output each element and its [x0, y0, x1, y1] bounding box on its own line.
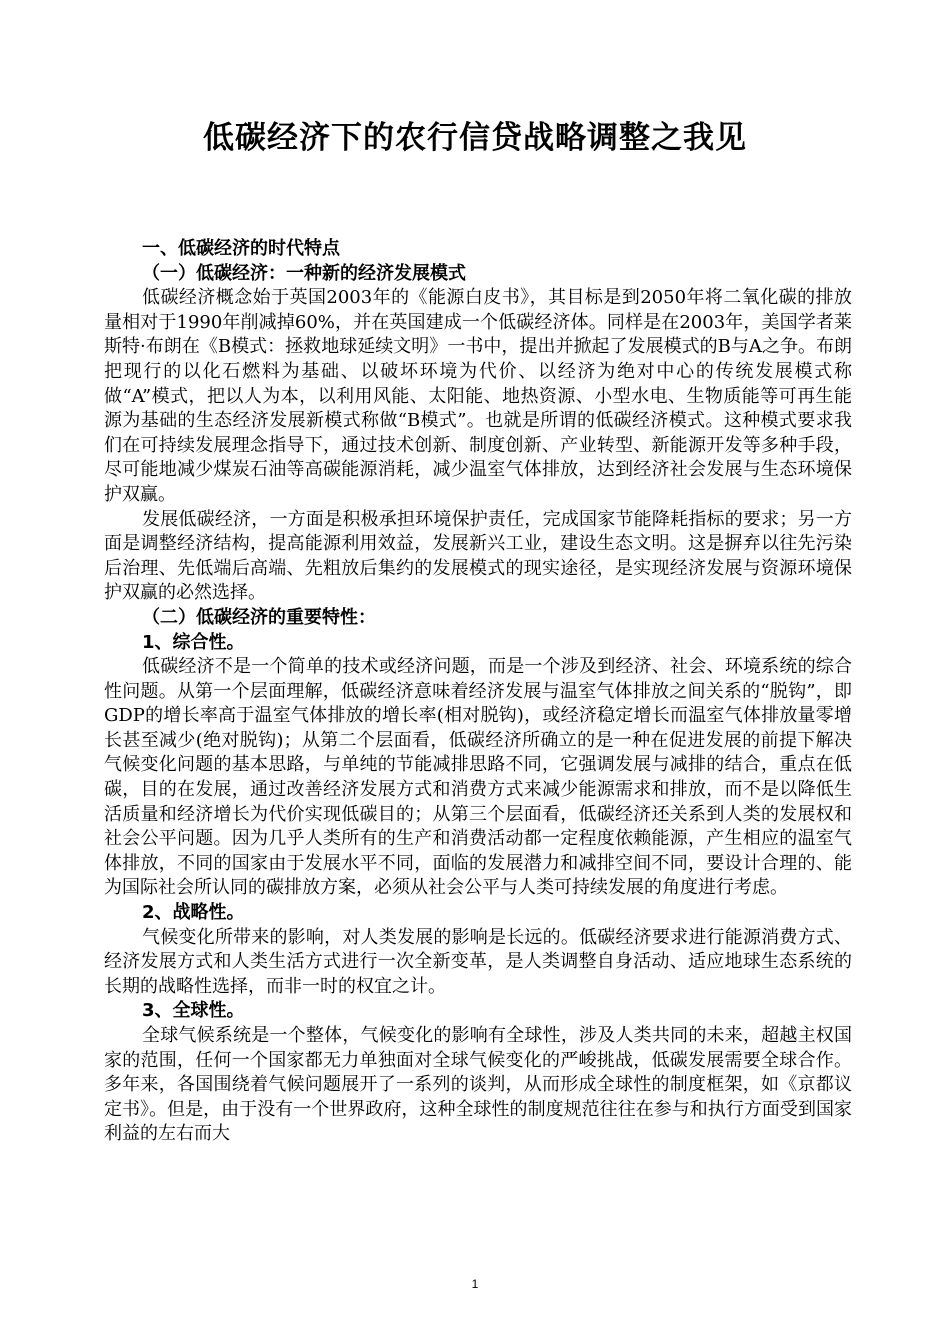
- document-title: 低碳经济下的农行信贷战略调整之我见: [203, 120, 747, 156]
- item-heading: 1、综合性。: [142, 631, 245, 653]
- item-heading: 2、战略性。: [142, 902, 245, 924]
- paragraph: 低碳经济不是一个简单的技术或经济问题，而是一个涉及到经济、社会、环境系统的综合性问题。从第一个层面理解，低碳经济意味着经济发展与温室气体排放之间关系的“脱钩”，即GDP的增长率高于温室气体排放的增长率(相对脱钩)，或经济稳定增长而温室气体排放量零增长甚至减少(绝对脱钩)；从第二个层面看，低碳经济所确立的是一种在促进发展的前提下解决气候变化问题的基本思路，与单纯的节能减排思路不同，它强调发展与减排的结合，重点在低碳，目的在发展，通过改善经济发展方式和消费方式来减少能源需求和排放，而不是以降低生活质量和经济增长为代价实现低碳目的；从第三个层面看，低碳经济还关系到人类的发展权和社会公平问题。因为几乎人类所有的生产和消费活动都一定程度依赖能源，产生相应的温室气体排放，不同的国家由于发展水平不同，面临的发展潜力和减排空间不同，要设计合理的、能为国际社会所认同的碳排放方案，必须从社会公平与人类可持续发展的角度进行考虑。: [104, 656, 852, 899]
- document-body: [104, 237, 852, 1147]
- paragraph: 发展低碳经济，一方面是积极承担环境保护责任，完成国家节能降耗指标的要求；另一方面是调整经济结构，提高能源利用效益，发展新兴工业，建设生态文明。这是摒弃以往先污染后治理、先低端后高端、先粗放后集约的发展模式的现实途径，是实现经济发展与资源环境保护双赢的必然选择。: [104, 508, 852, 604]
- paragraph: 低碳经济概念始于英国2003年的《能源白皮书》，其目标是到2050年将二氧化碳的排放量相对于1990年削减掉60%，并在英国建成一个低碳经济体。同样是在2003年，美国学者莱斯特·布朗在《B模式：拯救地球延续文明》一书中，提出并掀起了发展模式的B与A之争。布朗把现行的以化石燃料为基础、以破坏环境为代价、以经济为绝对中心的传统发展模式称做“A”模式，把以人为本，以利用风能、太阳能、地热资源、小型水电、生物质能等可再生能源为基础的生态经济发展新模式称做“B模式”。也就是所谓的低碳经济模式。这种模式要求我们在可持续发展理念指导下，通过技术创新、制度创新、产业转型、新能源开发等多种手段，尽可能地减少煤炭石油等高碳能源消耗，减少温室气体排放，达到经济社会发展与生态环境保护双赢。: [104, 287, 852, 505]
- section-heading: 一、低碳经济的时代特点: [142, 238, 340, 259]
- subsection-heading: （一）低碳经济：一种新的经济发展模式: [142, 262, 466, 284]
- paragraph: 气候变化所带来的影响，对人类发展的影响是长远的。低碳经济要求进行能源消费方式、经济发展方式和人类生活方式进行一次全新变革，是人类调整自身活动、适应地球生态系统的长期的战略性选择，而非一时的权宜之计。: [104, 926, 852, 997]
- item-heading: 3、全球性。: [142, 1000, 245, 1022]
- subsection-heading: （二）低碳经济的重要特性：: [142, 606, 376, 628]
- paragraph: 全球气候系统是一个整体，气候变化的影响有全球性，涉及人类共同的未来，超越主权国家的范围，任何一个国家都无力单独面对全球气候变化的严峻挑战，低碳发展需要全球合作。多年来，各国围绕着气候问题展开了一系列的谈判，从而形成全球性的制度框架，如《京都议定书》。但是，由于没有一个世界政府，这种全球性的制度规范往往在参与和执行方面受到国家利益的左右而大: [104, 1025, 852, 1145]
- page-number: 1: [471, 1277, 479, 1291]
